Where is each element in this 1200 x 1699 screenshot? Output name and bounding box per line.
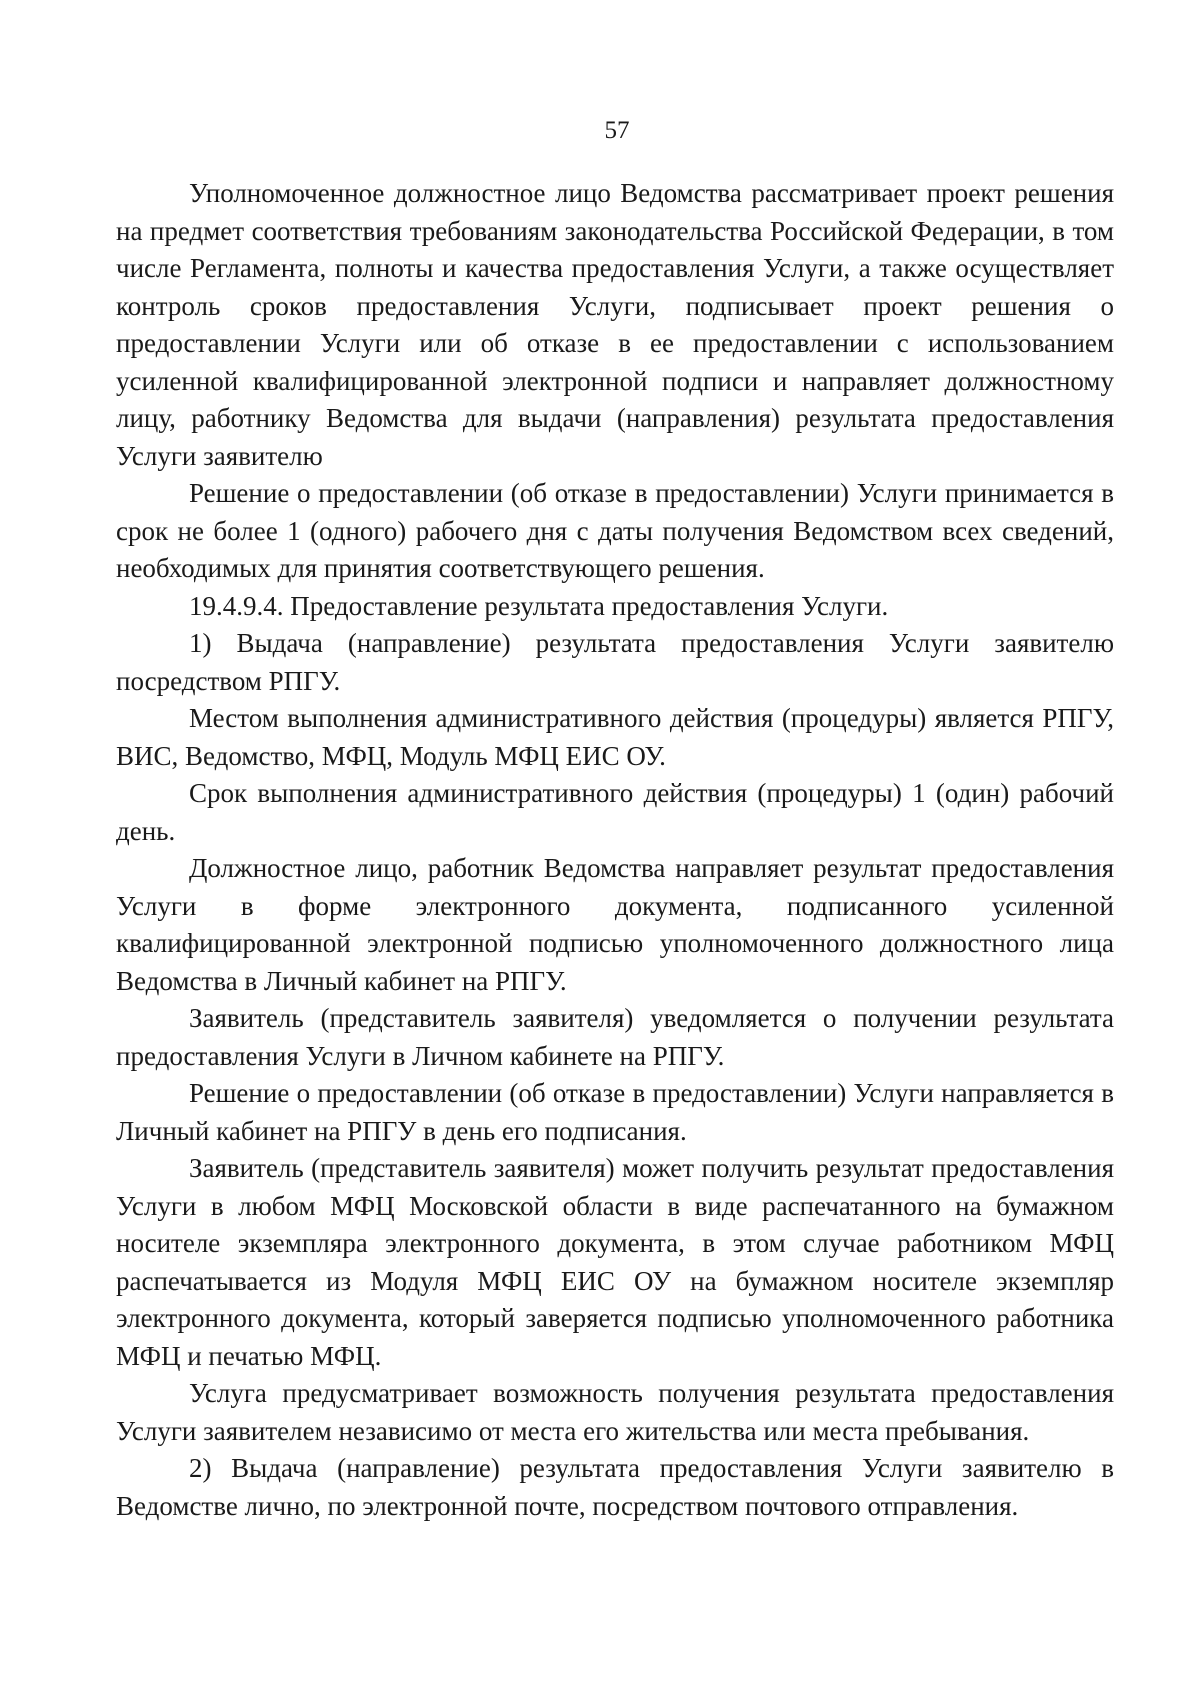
paragraph-review-by-official: Уполномоченное должностное лицо Ведомства рассматривает проект решения на предмет соответствия требованиям законодательства Российской Федерации, в том числе Регламента, полноты и качества предоставления Услуги, а также осуществляет контроль сроков предоставления Услуги, подписывает проект решения о предоставлении Услуги или об отказе в ее предоставлении с использованием усиленной квалифицированной электронной подписи и направляет должностному лицу, работнику Ведомства для выдачи (направления) результата предоставления Услуги заявителю (116, 178, 1114, 471)
paragraph-item-2-in-person: 2) Выдача (направление) результата предоставления Услуги заявителю в Ведомстве лично, по электронной почте, посредством почтового отправления. (116, 1453, 1114, 1521)
page-number: 57 (604, 117, 630, 144)
document-body (116, 175, 1114, 1525)
paragraph-sending-result: Должностное лицо, работник Ведомства направляет результат предоставления Услуги в форме электронного документа, подписанного усиленной квалифицированной электронной подписью уполномоченного должностного лица Ведомства в Личный кабинет на РПГУ. (116, 853, 1114, 996)
paragraph-decision-sent: Решение о предоставлении (об отказе в предоставлении) Услуги направляется в Личный кабинет на РПГУ в день его подписания. (116, 1078, 1114, 1146)
paragraph-place-of-action: Местом выполнения административного действия (процедуры) является РПГУ, ВИС, Ведомство, МФЦ, Модуль МФЦ ЕИС ОУ. (116, 703, 1114, 771)
paragraph-action-term: Срок выполнения административного действия (процедуры) 1 (один) рабочий день. (116, 778, 1114, 846)
section-heading-19-4-9-4: 19.4.9.4. Предоставление результата предоставления Услуги. (189, 590, 889, 621)
paragraph-extraterritorial: Услуга предусматривает возможность получения результата предоставления Услуги заявителем независимо от места его жительства или места пребывания. (116, 1378, 1114, 1446)
paragraph-decision-deadline: Решение о предоставлении (об отказе в предоставлении) Услуги принимается в срок не более 1 (одного) рабочего дня с даты получения Ведомством всех сведений, необходимых для принятия соответствующего решения. (116, 478, 1114, 583)
paragraph-mfc-printout: Заявитель (представитель заявителя) может получить результат предоставления Услуги в любом МФЦ Московской области в виде распечатанного на бумажном носителе экземпляра электронного документа, в этом случае работником МФЦ распечатывается из Модуля МФЦ ЕИС ОУ на бумажном носителе экземпляр электронного документа, который заверяется подписью уполномоченного работника МФЦ и печатью МФЦ. (116, 1153, 1114, 1371)
paragraph-item-1-rpgu: 1) Выдача (направление) результата предоставления Услуги заявителю посредством РПГУ. (116, 628, 1114, 696)
paragraph-applicant-notified: Заявитель (представитель заявителя) уведомляется о получении результата предоставления Услуги в Личном кабинете на РПГУ. (116, 1003, 1114, 1071)
